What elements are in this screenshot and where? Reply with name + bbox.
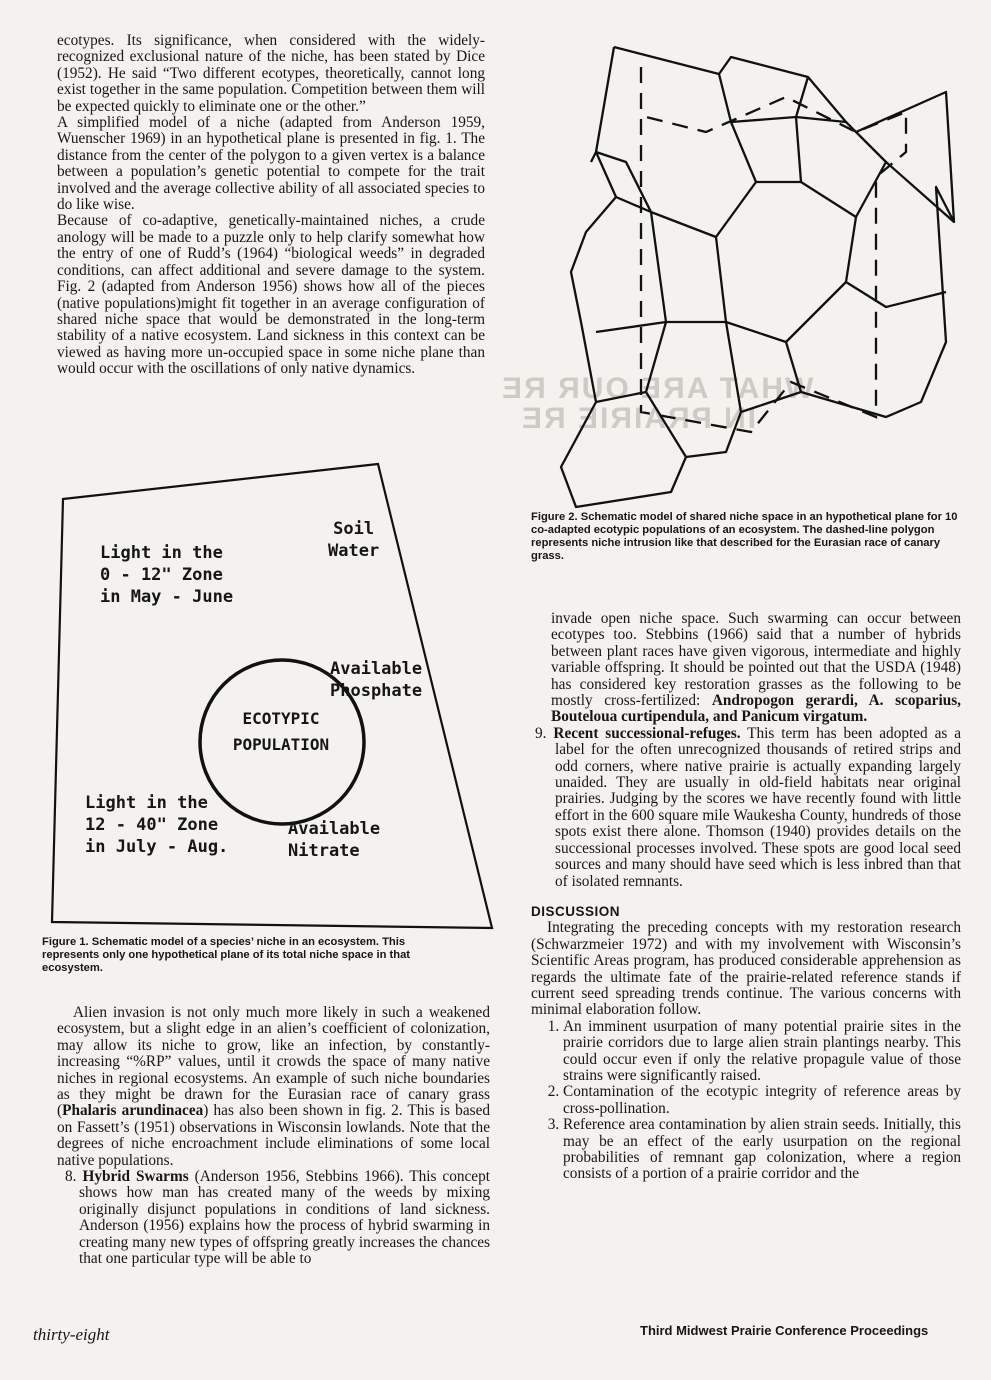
label-soil-water: Soil Water xyxy=(328,519,380,561)
left-column-top xyxy=(57,33,485,378)
left-column-bottom xyxy=(57,1005,490,1268)
species-phalaris: Phalaris arundinacea xyxy=(62,1102,204,1120)
concerns-list xyxy=(531,1019,961,1183)
label-light-may: Light in the 0 - 12" Zone in May - June xyxy=(100,543,234,607)
journal-title: Third Midwest Prairie Conference Proceedings xyxy=(640,1323,929,1338)
paragraph-simplified-model: A simplified model of a niche (adapted from Anderson 1959, Wuenscher 1969) in an hypothetical plane is presented in fig. 1. The distance from the center of the polygon to a given vertex is a balance between a population’s genetic potential to compete for the trait involved and the average collective ability of all associated species to do like wise. xyxy=(57,114,485,214)
item-8-hybrid-swarms: 8. Hybrid Swarms (Anderson 1956, Stebbins 1966). This concept shows how man has created many of the weeds by mixing originally disjunct populations in conditions of land sickness. Anderson (1956) explains how the process of hybrid swarming in creating many new types of offspring greatly increases the chances that one particular type will be able to xyxy=(65,1168,490,1268)
paragraph-discussion: Integrating the preceding concepts with my restoration research (Schwarzmeier 1972) and with my involvement with Wisconsin’s Scientific Areas program, has produced considerable apprehension as regards the ultimate fate of the prairie-related reference stands if current seed spreading trends continue. The various concerns with minimal elaboration follow. xyxy=(531,919,961,1019)
figure-1 xyxy=(30,462,500,942)
label-ecotypic-population: ECOTYPIC POPULATION xyxy=(232,709,330,754)
label-light-july: Light in the 12 - 40" Zone in July - Aug. xyxy=(85,793,229,857)
label-available-nitrate: Available Nitrate xyxy=(288,819,381,861)
label-available-phosphate: Available Phosphate xyxy=(330,659,423,701)
figure-1-caption: Figure 1. Schematic model of a species’ niche in an ecosystem. This represents only one hypothetical plane of its total niche space in that ecosystem. xyxy=(42,936,411,974)
discussion-heading: DISCUSSION xyxy=(531,903,621,919)
figure-2-puzzle-diagram xyxy=(556,22,956,517)
page-label: thirty-eight xyxy=(33,1325,110,1344)
paragraph-alien-invasion: Alien invasion is not only much more likely in such a weakened ecosystem, but a slight edge in an alien’s coefficient of colonization, may allow its niche to grow, like an infection, by constantly-increasing “%RP” values, until it crowds the space of many native niches in regional ecosystems. An example of such niche boundaries as they might be drawn for the Eurasian race of canary grass (Phalaris arundinacea) has also been shown in fig. 2. This is based on Fassett’s (1951) observations in Wisconsin lowlands. Note that the degrees of niche encroachment include eliminations of some local native populations. xyxy=(57,1004,491,1169)
species-list: Andropogon gerardi, A. scoparius, Bouteloua curtipendula, and Panicum virgatum. xyxy=(551,692,961,726)
item-9-successional-refuges: 9. Recent successional-refuges. This term has been adopted as a label for the often unrecognized thousands of retired strips and odd corners, where native prairie is actually expanding largely unaided. They are usually in old-field habitats near original prairies. Judging by the scores we have recently found with little effort in the 600 square mile Waukesha County, hundreds of those spots exist there alone. Thomson (1940) provides details on the successional processes involved. These spots are good local seed sources and many should have seed which is less inbred than that of isolated remnants. xyxy=(535,724,961,890)
concern-item: 3. Reference area contamination by alien strain seeds. Initially, this may be an effect of the early usurpation on the regional probabilities of remnant gap colonization, where a region consists of a portion of a prairie corridor and the xyxy=(563,1117,961,1183)
paragraph-invade-niche: invade open niche space. Such swarming can occur between ecotypes too. Stebbins (1966) said that a number of hybrids between plant races have given vigorous, intermediate and highly variable offspring. It should be pointed out that the USDA (1948) has considered key restoration grasses as the following to be mostly cross-fertilized: Andropogon gerardi, A. scoparius, Bouteloua curtipendula, and Panicum virgatum. xyxy=(551,611,961,726)
bleed-through-title-2: IN PRAIRIE RE xyxy=(520,402,757,435)
concern-item: 1. An imminent usurpation of many potential prairie sites in the prairie corridors due to large alien strain plantings nearby. This could occur even if only the relative propagule value of those strains were significantly raised. xyxy=(563,1019,961,1085)
paragraph-co-adaptive: Because of co-adaptive, genetically-maintained niches, a crude anology will be made to a puzzle only to help clarify somewhat how the entry of one of Rudd’s (1964) “biological weeds” in degraded conditions, can affect additional and severe damage to the system. Fig. 2 (adapted from Anderson 1956) shows how all of the pieces (native populations)might fit together in an average configuration of shared niche space that would be demonstrated in the long-term stability of a native ecosystem. Land sickness in this context can be viewed as having more un-occupied space in some niche plane than would occur with the oscillations of only native dynamics. xyxy=(57,212,485,378)
bleed-through-title-1: WHAT ARE OUR RE xyxy=(500,372,814,405)
figure-2-caption: Figure 2. Schematic model of shared niche space in an hypothetical plane for 10 co-adapted ecotypic populations of an ecosystem. The dashed-line polygon represents niche intrusion like that described for the Eurasian race of canary grass. xyxy=(531,511,958,562)
right-column xyxy=(531,611,961,1183)
figure-1-polygon xyxy=(30,462,500,942)
paragraph-ecotypes: ecotypes. Its significance, when considered with the widely-recognized exclusional nature of the niche, has been stated by Dice (1952). He said “Two different ecotypes, theoretically, cannot long exist together in the same population. Competition between them will be expected quickly to eliminate one or the other.” xyxy=(57,32,485,115)
concern-item: 2. Contamination of the ecotypic integrity of reference areas by cross-pollination. xyxy=(563,1084,961,1117)
